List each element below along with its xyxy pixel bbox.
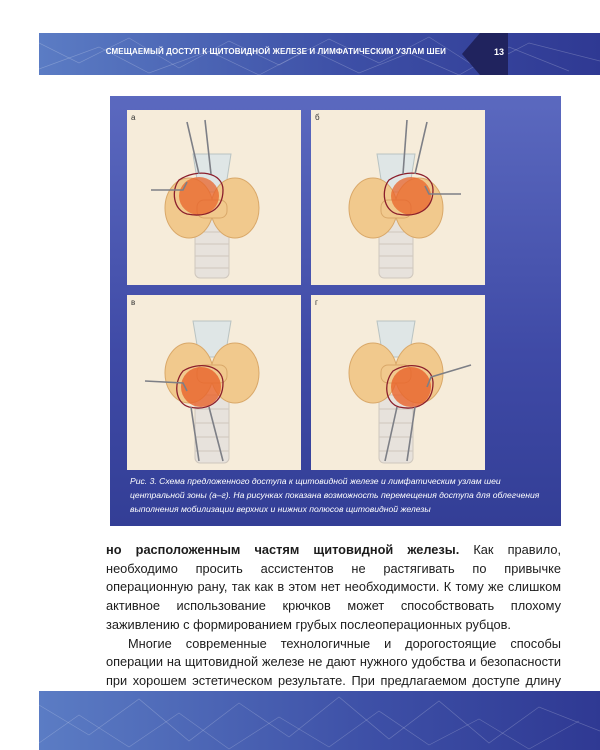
panel-label-g: г: [315, 298, 318, 307]
thyroid-illustration-g: [311, 295, 485, 470]
thyroid-illustration-v: [127, 295, 301, 470]
figure-panel-b: [311, 110, 485, 285]
thyroid-illustration-a: [127, 110, 301, 285]
page-number: 13: [493, 47, 504, 57]
panel-label-a: а: [131, 113, 136, 122]
mesh-pattern-footer: [39, 691, 600, 750]
body-text: [106, 541, 561, 709]
thyroid-illustration-b: [311, 110, 485, 285]
paragraph-1-bold: но расположенным частям щитовидной железы.: [106, 542, 460, 557]
page-footer-band: [39, 691, 600, 750]
panel-label-b: б: [315, 113, 320, 122]
paragraph-1: [106, 541, 561, 635]
paragraph-1-text: Как правило, необходимо просить ассистентов не растягивать по привычке операционную рану, так как в этом нет необходимости. К тому же слишком активное использование крючков может способствовать плохому заживлению с формированием грубых послеоперационных рубцов.: [106, 542, 561, 632]
figure-3: [110, 96, 561, 526]
figure-panel-a: [127, 110, 301, 285]
figure-caption: Рис. 3. Схема предложенного доступа к щитовидной железе и лимфатическим узлам шеи центральной зоны (а–г). На рисунках показана возможность перемещения доступа для облегчения выполнения мобилизации верхних и нижних полюсов щитовидной железы: [130, 476, 540, 514]
figure-panel-g: [311, 295, 485, 470]
panel-label-v: в: [131, 298, 136, 307]
page-number-arrow: [462, 33, 480, 75]
paragraph-2: Многие современные технологичные и дорогостоящие способы операции на щитовидной железе не дают нужного удобства и безопасности при хорошем эстетическом результате. При предлагаемом доступе длину: [106, 635, 561, 688]
running-header: [39, 33, 600, 75]
header-title: СМЕЩАЕМЫЙ ДОСТУП К ЩИТОВИДНОЙ ЖЕЛЕЗЕ И ЛИМФАТИЧЕСКИМ УЗЛАМ ШЕИ: [105, 47, 446, 56]
figure-panel-v: [127, 295, 301, 470]
